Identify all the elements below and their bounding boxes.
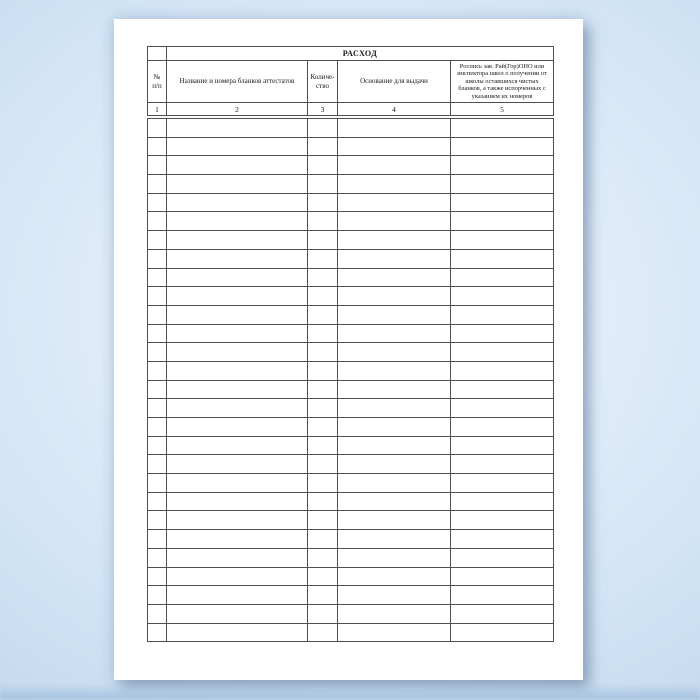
empty-cell xyxy=(451,212,554,231)
empty-cell xyxy=(308,343,338,362)
empty-cell xyxy=(338,492,451,511)
empty-cell xyxy=(167,586,308,605)
empty-cell xyxy=(167,287,308,306)
empty-cell xyxy=(451,548,554,567)
empty-cell xyxy=(167,249,308,268)
table-row xyxy=(148,492,554,511)
table-row xyxy=(148,175,554,194)
table-row xyxy=(148,567,554,586)
empty-cell xyxy=(308,604,338,623)
empty-cell xyxy=(308,175,338,194)
empty-cell xyxy=(148,231,167,250)
table-row xyxy=(148,212,554,231)
empty-cell xyxy=(338,474,451,493)
table-head xyxy=(148,47,554,118)
empty-cell xyxy=(167,231,308,250)
empty-cell xyxy=(148,287,167,306)
empty-cell xyxy=(338,343,451,362)
empty-cell xyxy=(338,305,451,324)
empty-cell xyxy=(338,586,451,605)
empty-cell xyxy=(148,530,167,549)
column-index-4: 4 xyxy=(338,103,451,118)
empty-cell xyxy=(338,193,451,212)
empty-cell xyxy=(167,455,308,474)
empty-cell xyxy=(308,305,338,324)
empty-cell xyxy=(148,586,167,605)
empty-cell xyxy=(308,156,338,175)
empty-cell xyxy=(308,249,338,268)
empty-cell xyxy=(167,324,308,343)
empty-cell xyxy=(338,287,451,306)
empty-cell xyxy=(167,399,308,418)
table-row xyxy=(148,249,554,268)
empty-cell xyxy=(148,455,167,474)
column-header-issue-basis: Основание для выдачи xyxy=(338,61,451,103)
empty-cell xyxy=(338,548,451,567)
table-row xyxy=(148,548,554,567)
empty-cell xyxy=(148,399,167,418)
empty-cell xyxy=(148,268,167,287)
empty-cell xyxy=(308,324,338,343)
empty-cell xyxy=(338,623,451,642)
empty-cell xyxy=(148,175,167,194)
empty-cell xyxy=(148,604,167,623)
empty-cell xyxy=(167,175,308,194)
column-header-quantity-line2: ство xyxy=(316,81,329,90)
corner-cell xyxy=(148,47,167,61)
column-index-3: 3 xyxy=(308,103,338,118)
column-index-5: 5 xyxy=(451,103,554,118)
empty-cell xyxy=(451,567,554,586)
empty-cell xyxy=(338,380,451,399)
empty-cell xyxy=(308,287,338,306)
empty-cell xyxy=(148,212,167,231)
empty-cell xyxy=(167,436,308,455)
empty-cell xyxy=(148,117,167,137)
column-index-2: 2 xyxy=(167,103,308,118)
empty-cell xyxy=(308,231,338,250)
empty-cell xyxy=(167,474,308,493)
empty-cell xyxy=(308,623,338,642)
empty-cell xyxy=(338,137,451,156)
empty-cell xyxy=(167,604,308,623)
table-row xyxy=(148,380,554,399)
empty-cell xyxy=(308,530,338,549)
table-row xyxy=(148,399,554,418)
section-title-row xyxy=(148,47,554,61)
empty-cell xyxy=(451,436,554,455)
column-index-row xyxy=(148,103,554,118)
table-row xyxy=(148,305,554,324)
empty-cell xyxy=(167,492,308,511)
empty-cell xyxy=(451,492,554,511)
empty-cell xyxy=(148,380,167,399)
empty-cell xyxy=(148,361,167,380)
empty-cell xyxy=(167,361,308,380)
empty-cell xyxy=(451,156,554,175)
column-header-quantity-line1: Количе- xyxy=(310,73,335,82)
table-row xyxy=(148,231,554,250)
empty-cell xyxy=(451,530,554,549)
table-row xyxy=(148,117,554,137)
empty-cell xyxy=(338,511,451,530)
table-row xyxy=(148,361,554,380)
empty-cell xyxy=(338,212,451,231)
empty-cell xyxy=(308,492,338,511)
column-header-blank-names: Название и номера бланков аттестатов xyxy=(167,61,308,103)
empty-cell xyxy=(338,418,451,437)
table-row xyxy=(148,343,554,362)
table-row xyxy=(148,586,554,605)
column-header-num xyxy=(148,61,167,103)
empty-cell xyxy=(451,324,554,343)
empty-cell xyxy=(338,324,451,343)
empty-cell xyxy=(451,623,554,642)
table-row xyxy=(148,436,554,455)
empty-cell xyxy=(148,137,167,156)
table-row xyxy=(148,455,554,474)
empty-cell xyxy=(451,193,554,212)
empty-cell xyxy=(167,418,308,437)
empty-cell xyxy=(167,268,308,287)
empty-cell xyxy=(338,567,451,586)
column-header-num-line1: № xyxy=(153,73,161,82)
empty-cell xyxy=(308,474,338,493)
table-row xyxy=(148,511,554,530)
empty-cell xyxy=(451,586,554,605)
page-sheet xyxy=(114,19,583,680)
empty-cell xyxy=(167,623,308,642)
empty-cell xyxy=(338,156,451,175)
empty-cell xyxy=(148,492,167,511)
background-bottom-band xyxy=(0,684,700,700)
empty-cell xyxy=(451,305,554,324)
empty-cell xyxy=(451,343,554,362)
empty-cell xyxy=(167,117,308,137)
empty-cell xyxy=(148,193,167,212)
empty-cell xyxy=(308,567,338,586)
empty-cell xyxy=(338,117,451,137)
empty-cell xyxy=(308,511,338,530)
table-row xyxy=(148,418,554,437)
empty-cell xyxy=(167,156,308,175)
empty-cell xyxy=(451,175,554,194)
empty-cell xyxy=(148,548,167,567)
table-row xyxy=(148,193,554,212)
table-row xyxy=(148,137,554,156)
empty-cell xyxy=(167,511,308,530)
table-body xyxy=(148,117,554,642)
empty-cell xyxy=(338,361,451,380)
empty-cell xyxy=(451,117,554,137)
empty-cell xyxy=(308,212,338,231)
empty-cell xyxy=(167,530,308,549)
table-row xyxy=(148,474,554,493)
empty-cell xyxy=(148,156,167,175)
empty-cell xyxy=(148,567,167,586)
empty-cell xyxy=(338,399,451,418)
empty-cell xyxy=(148,249,167,268)
empty-cell xyxy=(338,231,451,250)
empty-cell xyxy=(451,604,554,623)
empty-cell xyxy=(167,567,308,586)
empty-cell xyxy=(338,604,451,623)
empty-cell xyxy=(148,324,167,343)
empty-cell xyxy=(451,268,554,287)
column-header-quantity xyxy=(308,61,338,103)
empty-cell xyxy=(338,175,451,194)
empty-cell xyxy=(338,268,451,287)
empty-cell xyxy=(308,380,338,399)
empty-cell xyxy=(167,548,308,567)
empty-cell xyxy=(167,343,308,362)
empty-cell xyxy=(451,249,554,268)
section-title: РАСХОД xyxy=(167,47,554,61)
empty-cell xyxy=(308,418,338,437)
empty-cell xyxy=(451,418,554,437)
empty-cell xyxy=(451,455,554,474)
empty-cell xyxy=(308,193,338,212)
expense-table xyxy=(147,46,554,642)
empty-cell xyxy=(451,231,554,250)
empty-cell xyxy=(308,548,338,567)
empty-cell xyxy=(451,287,554,306)
empty-cell xyxy=(167,212,308,231)
empty-cell xyxy=(308,268,338,287)
empty-cell xyxy=(308,586,338,605)
empty-cell xyxy=(148,305,167,324)
table-row xyxy=(148,324,554,343)
empty-cell xyxy=(451,137,554,156)
column-header-num-line2: п/п xyxy=(152,81,162,90)
empty-cell xyxy=(167,380,308,399)
table-row xyxy=(148,530,554,549)
empty-cell xyxy=(308,436,338,455)
empty-cell xyxy=(308,399,338,418)
empty-cell xyxy=(451,474,554,493)
empty-cell xyxy=(451,399,554,418)
column-header-signature: Роспись зав. Рай(Гор)ОНО или инспектора школ о получении от школы оставшихся чистых бланков, а также испорченных с указанием их номеров xyxy=(451,61,554,103)
table-row xyxy=(148,604,554,623)
empty-cell xyxy=(338,436,451,455)
empty-cell xyxy=(308,361,338,380)
column-index-1: 1 xyxy=(148,103,167,118)
empty-cell xyxy=(451,511,554,530)
table-row xyxy=(148,287,554,306)
table-row xyxy=(148,268,554,287)
empty-cell xyxy=(338,455,451,474)
table-row xyxy=(148,623,554,642)
empty-cell xyxy=(338,249,451,268)
empty-cell xyxy=(148,418,167,437)
empty-cell xyxy=(167,193,308,212)
empty-cell xyxy=(308,455,338,474)
column-header-row xyxy=(148,61,554,103)
empty-cell xyxy=(308,137,338,156)
empty-cell xyxy=(148,511,167,530)
empty-cell xyxy=(167,137,308,156)
empty-cell xyxy=(338,530,451,549)
empty-cell xyxy=(451,361,554,380)
empty-cell xyxy=(148,343,167,362)
table-row xyxy=(148,156,554,175)
empty-cell xyxy=(451,380,554,399)
empty-cell xyxy=(148,474,167,493)
empty-cell xyxy=(308,117,338,137)
empty-cell xyxy=(167,305,308,324)
empty-cell xyxy=(148,436,167,455)
empty-cell xyxy=(148,623,167,642)
